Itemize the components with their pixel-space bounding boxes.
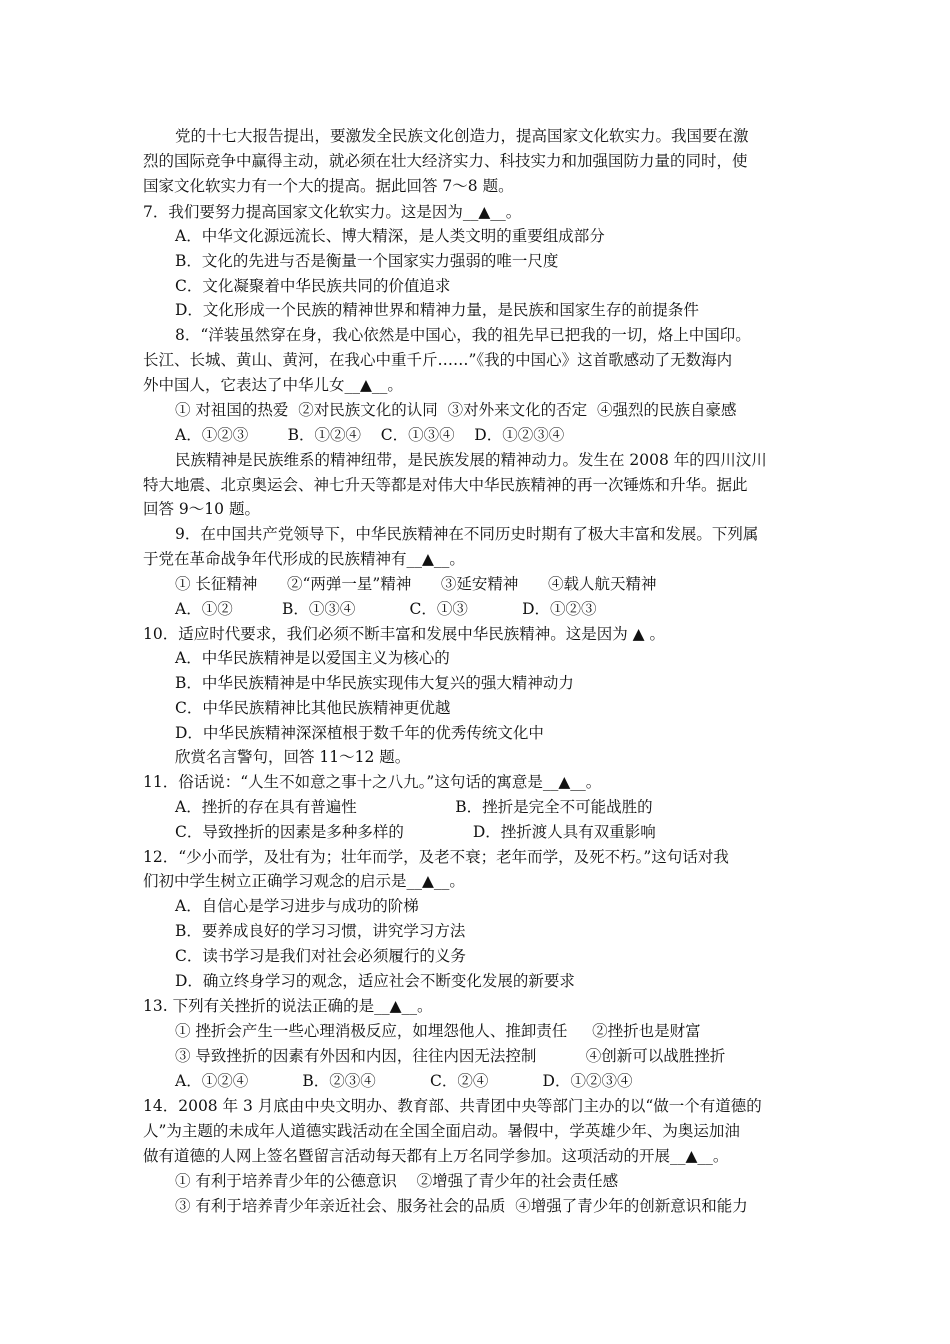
question-14-items: ① 有利于培养青少年的公德意识 ②增强了青少年的社会责任感 xyxy=(175,1172,619,1190)
question-8-choices: A．①②③ B．①②④ C．①③④ D．①②③④ xyxy=(175,426,565,444)
intro-paragraph-line: 特大地震、北京奥运会、神七升天等都是对伟大中华民族精神的再一次锤炼和升华。据此 xyxy=(143,476,748,494)
question-9-stem-line: 于党在革命战争年代形成的民族精神有__▲__。 xyxy=(143,550,465,568)
question-11-options-row: C．导致挫折的因素是多种多样的 D．挫折渡人具有双重影响 xyxy=(175,823,656,841)
question-10-option-c: C．中华民族精神比其他民族精神更优越 xyxy=(175,699,451,717)
question-8-stem-line: 长江、长城、黄山、黄河，在我心中重千斤……”《我的中国心》这首歌感动了无数海内 xyxy=(143,351,733,369)
question-14-stem-line: 人”为主题的未成年人道德实践活动在全国全面启动。暑假中，学英雄少年、为奥运加油 xyxy=(143,1122,740,1140)
question-7-option-d: D．文化形成一个民族的精神世界和精神力量，是民族和国家生存的前提条件 xyxy=(175,301,699,319)
question-7-stem: 7．我们要努力提高国家文化软实力。这是因为__▲__。 xyxy=(143,203,522,221)
intro-paragraph-line: 回答 9～10 题。 xyxy=(143,500,260,518)
question-11-options-row: A．挫折的存在具有普遍性 B．挫折是完全不可能战胜的 xyxy=(175,798,653,816)
question-9-choices: A．①② B．①③④ C．①③ D．①②③ xyxy=(175,600,597,618)
question-13-items: ③ 导致挫折的因素有外因和内因，往往内因无法控制 ④创新可以战胜挫折 xyxy=(175,1047,726,1065)
question-14-items: ③ 有利于培养青少年亲近社会、服务社会的品质 ④增强了青少年的创新意识和能力 xyxy=(175,1197,748,1215)
question-9-stem-line: 9．在中国共产党领导下，中华民族精神在不同历史时期有了极大丰富和发展。下列属 xyxy=(175,525,759,543)
question-7-option-c: C．文化凝聚着中华民族共同的价值追求 xyxy=(175,277,451,295)
question-12-option-c: C．读书学习是我们对社会必须履行的义务 xyxy=(175,947,466,965)
question-11-stem: 11．俗话说：“人生不如意之事十之八九。”这句话的寓意是__▲__。 xyxy=(143,773,602,791)
intro-paragraph-line: 烈的国际竞争中赢得主动，就必须在壮大经济实力、科技实力和加强国防力量的同时，使 xyxy=(143,152,748,170)
question-8-stem-line: 8．“洋装虽然穿在身，我心依然是中国心，我的祖先早已把我的一切，烙上中国印。 xyxy=(175,326,751,344)
question-12-stem-line: 12．“少小而学，及壮有为；壮年而学，及老不衰；老年而学，及死不朽。”这句话对我 xyxy=(143,848,729,866)
question-13-choices: A．①②④ B．②③④ C．②④ D．①②③④ xyxy=(175,1072,633,1090)
intro-paragraph-line: 党的十七大报告提出，要激发全民族文化创造力，提高国家文化软实力。我国要在激 xyxy=(175,127,749,145)
question-8-stem-line: 外中国人，它表达了中华儿女__▲__。 xyxy=(143,376,403,394)
question-12-option-d: D．确立终身学习的观念，适应社会不断变化发展的新要求 xyxy=(175,972,575,990)
question-7-option-a: A．中华文化源远流长、博大精深，是人类文明的重要组成部分 xyxy=(175,227,605,245)
question-14-stem-line: 做有道德的人网上签名暨留言活动每天都有上万名同学参加。这项活动的开展__▲__。 xyxy=(143,1147,729,1165)
question-10-option-b: B．中华民族精神是中华民族实现伟大复兴的强大精神动力 xyxy=(175,674,574,692)
intro-paragraph-line: 国家文化软实力有一个大的提高。据此回答 7～8 题。 xyxy=(143,177,514,195)
question-12-stem-line: 们初中学生树立正确学习观念的启示是__▲__。 xyxy=(143,872,465,890)
question-12-option-a: A．自信心是学习进步与成功的阶梯 xyxy=(175,897,419,915)
question-12-option-b: B．要养成良好的学习习惯，讲究学习方法 xyxy=(175,922,466,940)
question-7-option-b: B．文化的先进与否是衡量一个国家实力强弱的唯一尺度 xyxy=(175,252,559,270)
question-14-stem-line: 14．2008 年 3 月底由中央文明办、教育部、共青团中央等部门主办的以“做一个有道德的 xyxy=(143,1097,762,1115)
question-8-items: ① 对祖国的热爱 ②对民族文化的认同 ③对外来文化的否定 ④强烈的民族自豪感 xyxy=(175,401,737,419)
question-9-items: ① 长征精神 ②“两弹一星”精神 ③延安精神 ④载人航天精神 xyxy=(175,575,657,593)
question-13-stem: 13. 下列有关挫折的说法正确的是__▲__。 xyxy=(143,997,433,1015)
intro-line: 欣赏名言警句，回答 11～12 题。 xyxy=(175,748,411,766)
question-10-option-a: A．中华民族精神是以爱国主义为核心的 xyxy=(175,649,450,667)
question-10-stem: 10．适应时代要求，我们必须不断丰富和发展中华民族精神。这是因为 ▲ 。 xyxy=(143,625,665,643)
question-13-items: ① 挫折会产生一些心理消极反应，如埋怨他人、推卸责任 ②挫折也是财富 xyxy=(175,1022,701,1040)
question-10-option-d: D．中华民族精神深深植根于数千年的优秀传统文化中 xyxy=(175,724,544,742)
intro-paragraph-line: 民族精神是民族维系的精神纽带，是民族发展的精神动力。发生在 2008 年的四川汶川 xyxy=(175,451,767,469)
